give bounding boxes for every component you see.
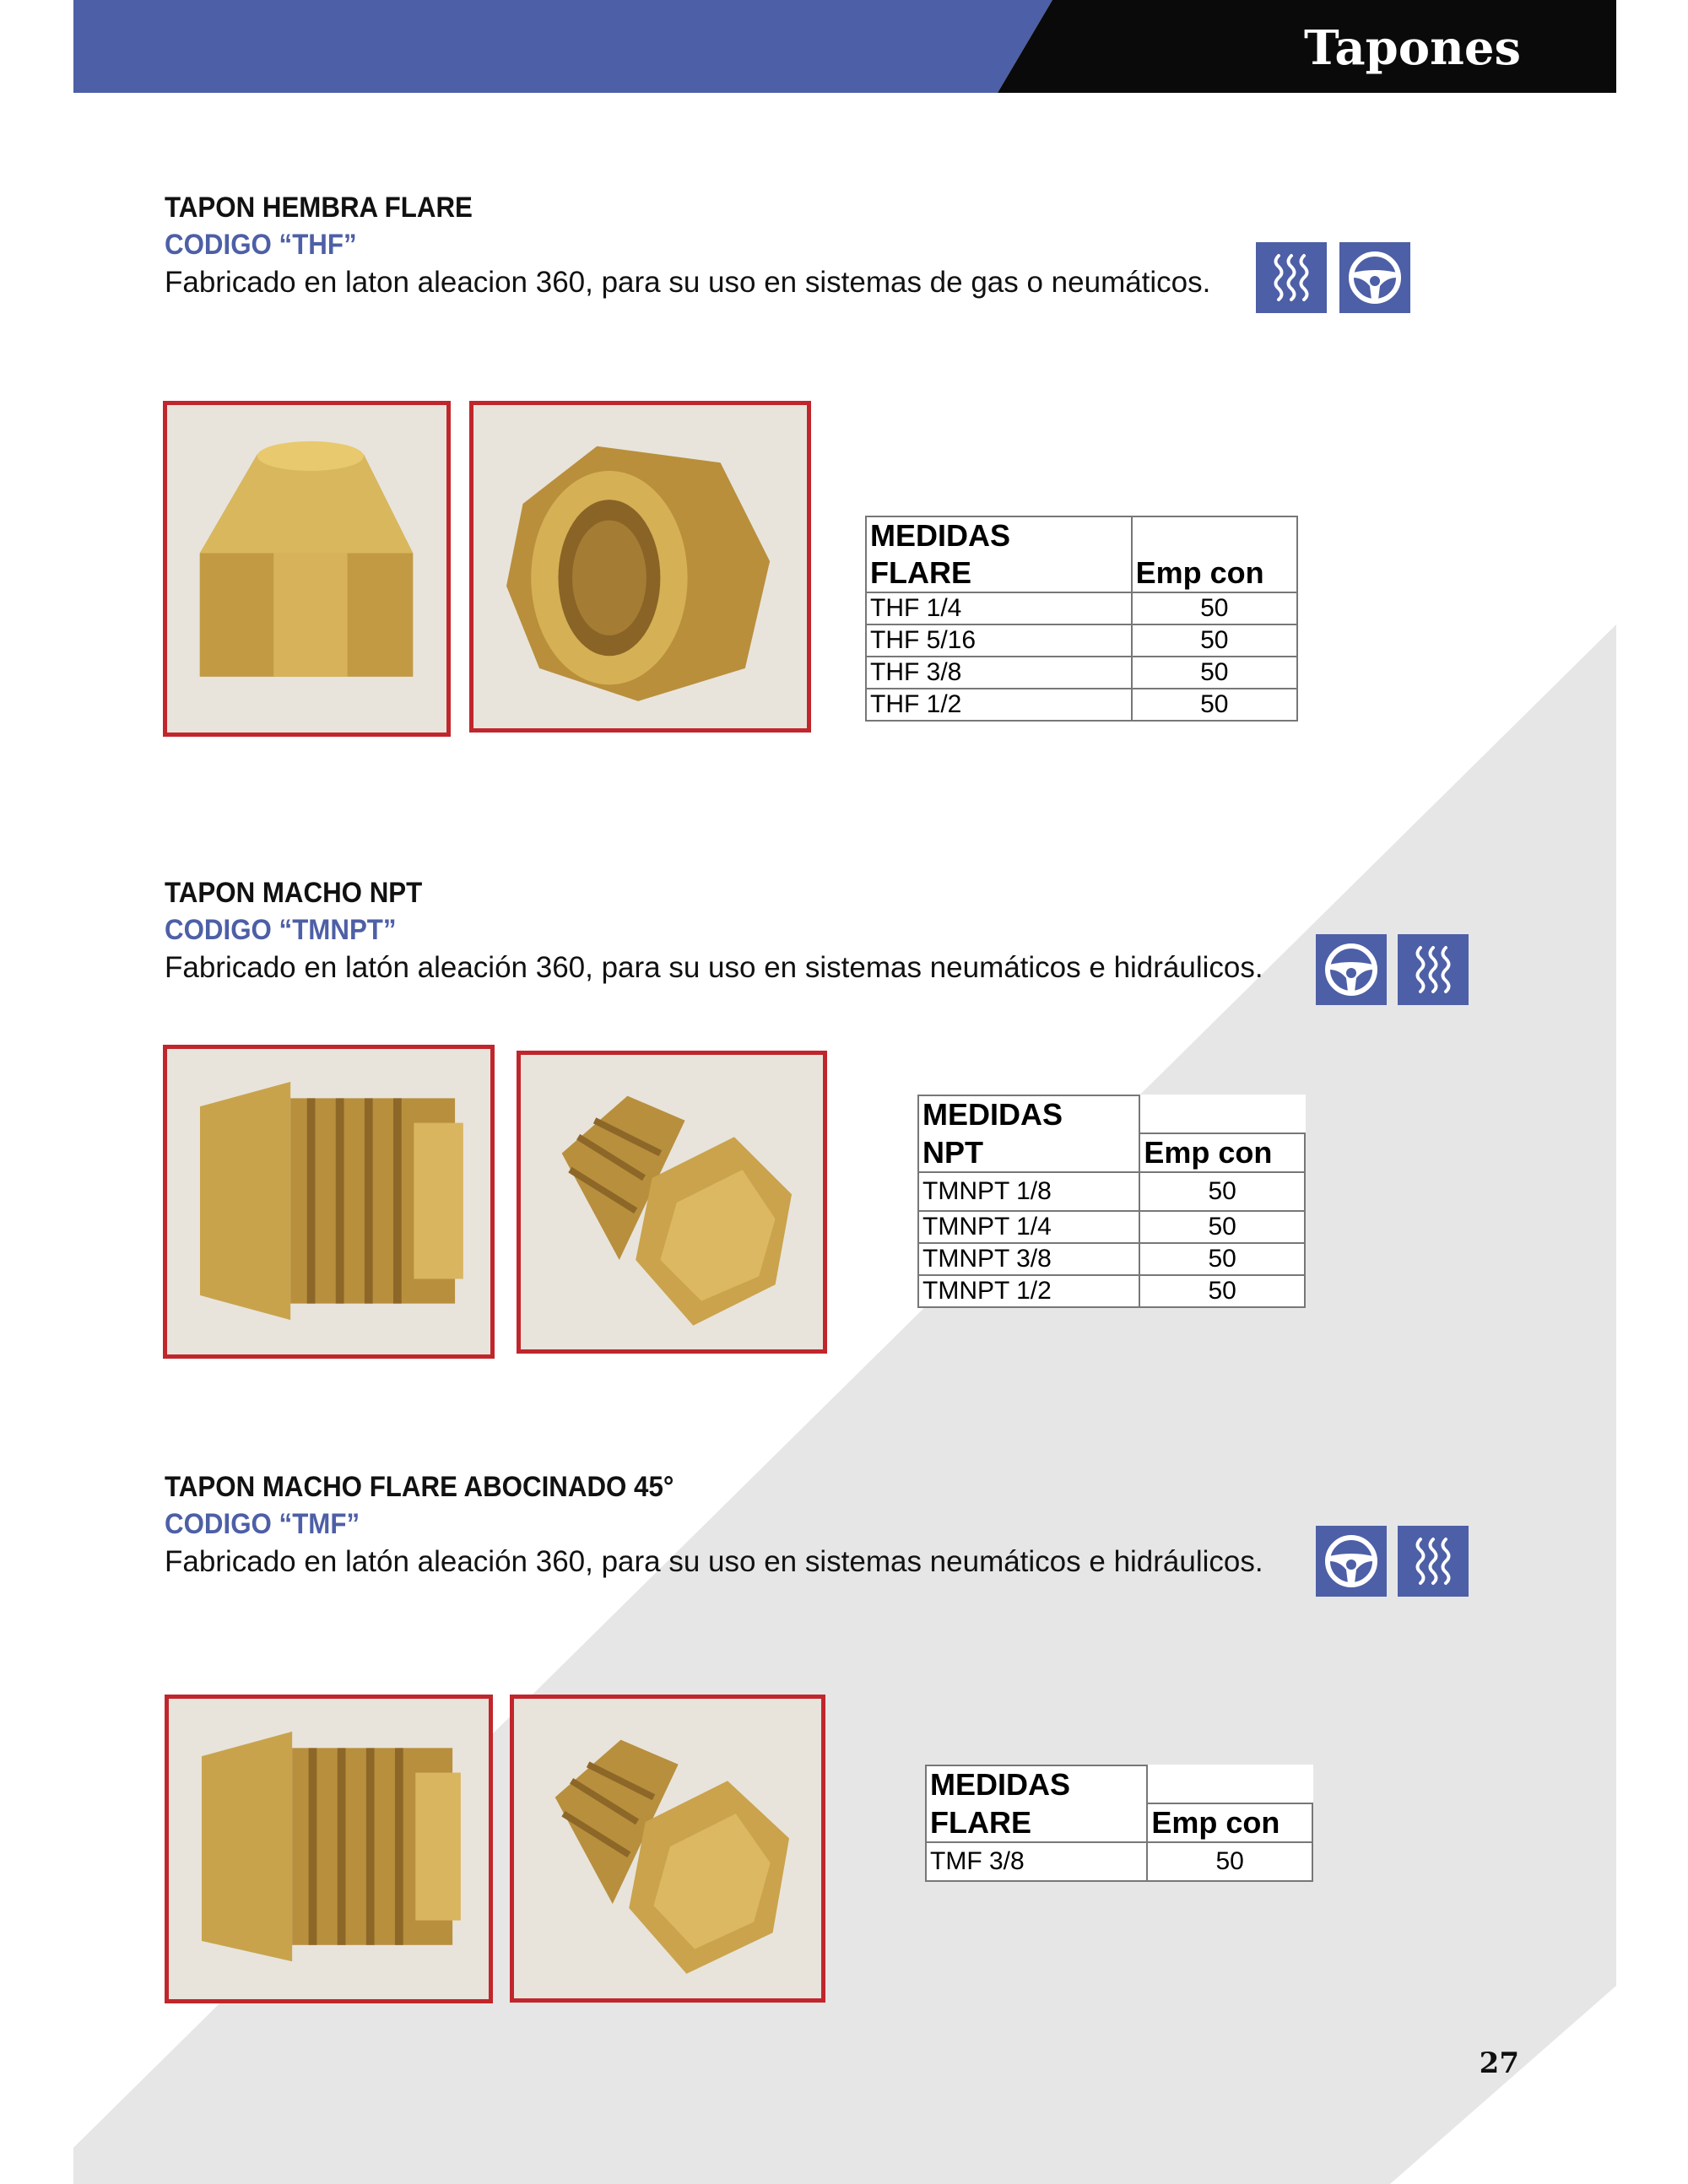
brass-flare-cap-side-photo [163,401,451,737]
table-cell-size: THF 1/4 [866,592,1132,624]
table-header-blank [1139,1095,1305,1133]
brass-male-plug-side-photo [163,1045,495,1359]
table-header-blank [1147,1765,1312,1803]
table-header-medidas: MEDIDAS [918,1095,1139,1133]
table-cell-qty: 50 [1147,1842,1312,1881]
table-cell-qty: 50 [1139,1211,1305,1243]
table-cell-qty: 50 [1139,1243,1305,1275]
table-row [866,689,1297,721]
table-cell-qty: 50 [1132,592,1297,624]
product-section-tmf [165,1468,1263,1581]
table-cell-qty: 50 [1139,1172,1305,1211]
product-section-tmnpt [165,874,1263,987]
table-cell-qty: 50 [1139,1275,1305,1307]
product-code: CODIGO “TMF” [165,1508,360,1540]
spec-table-thf [865,516,1298,722]
product-description: Fabricado en latón aleación 360, para su uso en sistemas neumáticos e hidráulicos. [165,951,1263,984]
table-row [918,1243,1305,1275]
steering-wheel-icon [1316,1526,1387,1597]
table-header-type: NPT [918,1133,1139,1172]
table-shadow-panel [1304,1107,1494,1328]
brass-male-flare-plug-side-photo [165,1695,493,2003]
table-row [866,624,1297,657]
table-cell-size: THF 3/8 [866,657,1132,689]
product-section-thf [165,189,1210,302]
table-cell-size: THF 1/2 [866,689,1132,721]
table-row [866,592,1297,624]
table-header-emp: Emp con [1147,1803,1312,1842]
heat-waves-icon [1398,934,1469,1005]
table-cell-qty: 50 [1132,624,1297,657]
product-title: TAPON MACHO NPT [165,877,423,909]
table-row [918,1172,1305,1211]
table-cell-qty: 50 [1132,689,1297,721]
table-cell-size: THF 5/16 [866,624,1132,657]
table-cell-size: TMNPT 1/4 [918,1211,1139,1243]
product-code: CODIGO “THF” [165,229,357,261]
table-header-blank [1132,516,1297,554]
steering-wheel-icon [1316,934,1387,1005]
spec-table-tmnpt [917,1095,1306,1308]
table-row [918,1211,1305,1243]
table-cell-size: TMNPT 1/8 [918,1172,1139,1211]
header-title: Tapones [1304,20,1521,76]
product-code: CODIGO “TMNPT” [165,914,397,946]
table-cell-size: TMF 3/8 [926,1842,1147,1881]
table-cell-qty: 50 [1132,657,1297,689]
table-cell-size: TMNPT 3/8 [918,1243,1139,1275]
table-header-emp: Emp con [1132,554,1297,592]
heat-waves-icon [1398,1526,1469,1597]
table-row [866,657,1297,689]
brass-flare-cap-thread-photo [469,401,811,733]
table-row [926,1842,1312,1881]
product-description: Fabricado en latón aleación 360, para su uso en sistemas neumáticos e hidráulicos. [165,1545,1263,1578]
table-shadow-panel [1312,1754,1502,1906]
product-title: TAPON MACHO FLARE ABOCINADO 45° [165,1471,674,1503]
table-header-emp: Emp con [1139,1133,1305,1172]
product-description: Fabricado en laton aleacion 360, para su uso en sistemas de gas o neumáticos. [165,266,1211,299]
brass-male-flare-plug-hex-photo [510,1695,825,2003]
table-header-type: FLARE [926,1803,1147,1842]
steering-wheel-icon [1339,242,1410,313]
heat-waves-icon [1256,242,1327,313]
page-header [73,0,1616,93]
page-number: 27 [1479,2046,1519,2080]
brass-male-plug-hex-photo [517,1051,827,1354]
table-header-medidas: MEDIDAS [926,1765,1147,1803]
spec-table-tmf [925,1765,1313,1882]
table-header-medidas: MEDIDAS [866,516,1132,554]
product-title: TAPON HEMBRA FLARE [165,192,473,224]
table-cell-size: TMNPT 1/2 [918,1275,1139,1307]
table-row [918,1275,1305,1307]
table-header-type: FLARE [866,554,1132,592]
